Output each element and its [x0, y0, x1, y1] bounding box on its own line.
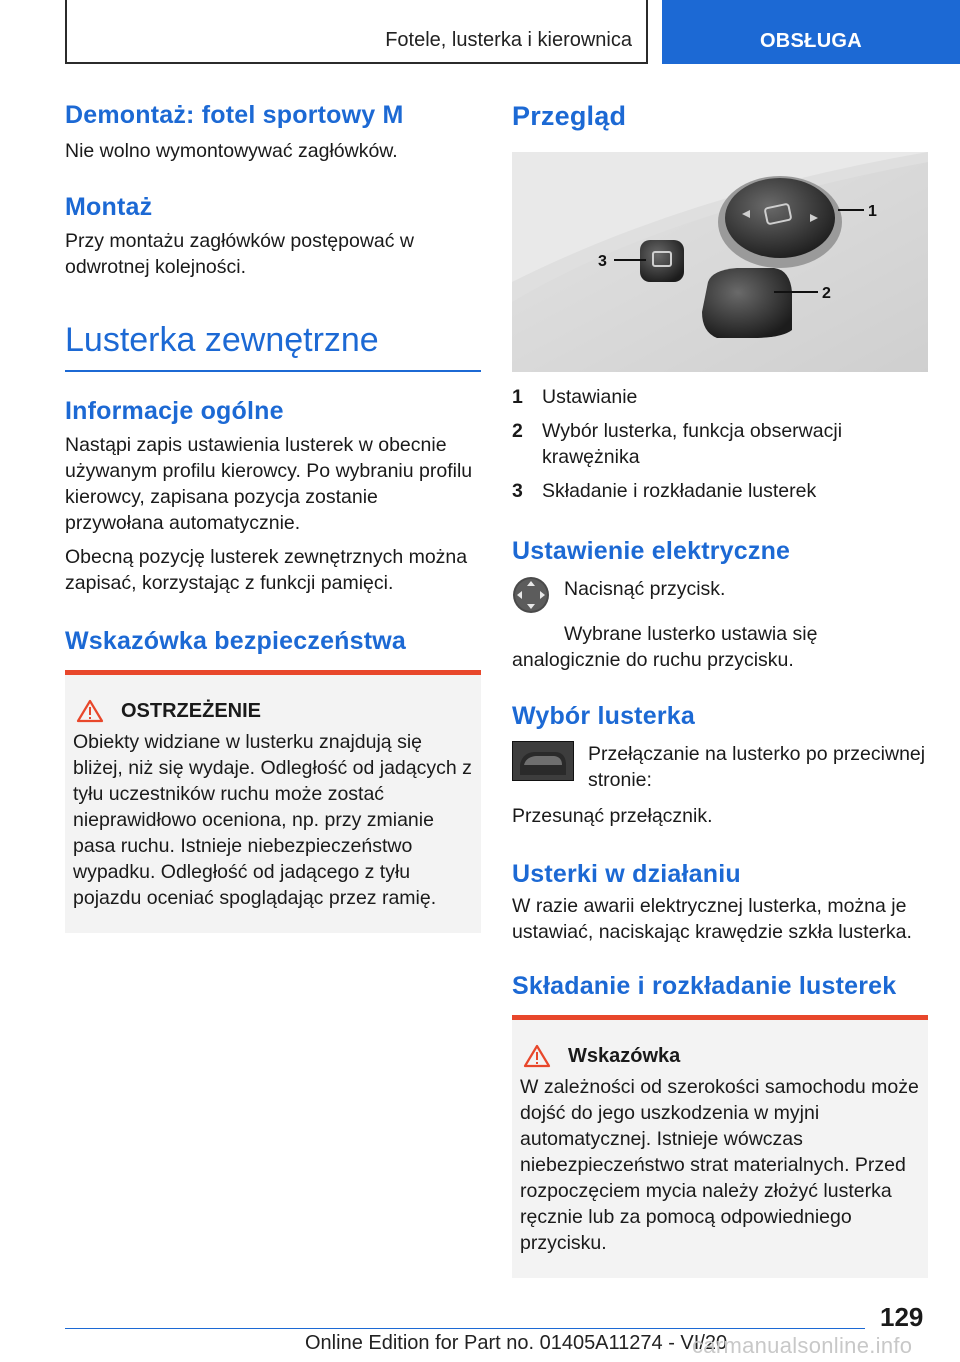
text-montaz: Przy montażu zagłówków postępować w odwrotnej kolejności. [65, 230, 414, 278]
callout-3: 3 [598, 253, 607, 270]
list-item: 3 Składanie i rozkładanie lusterek [512, 480, 817, 502]
heading-safety: Wskazówka bezpieczeństwa [65, 627, 407, 655]
warning-text: Obiekty widziane w lusterku znajdują się bliżej, niż się wydaje. Odległość od jadących z tyłu uczestników ruchu może zostać nieprawidłowo oceniona, np. przy zmianie pasa ruchu. Istnieje niebezpieczeństwo wypadku. Odległość od jadącego z tyłu pojazdu oceniać spoglądając przez ramię. [73, 731, 472, 909]
list-item: 2 Wybór lusterka, funkcja obserwacji krawężnika [512, 420, 843, 468]
watermark: carmanualsonline.info [692, 1333, 913, 1358]
mirror-controls-photo [512, 152, 928, 372]
footer-rule [65, 1328, 865, 1329]
directional-pad-icon [512, 576, 550, 619]
text-info-2: Obecną pozycję lusterek zewnętrznych można zapisać, korzystając z funkcji pamięci. [65, 546, 468, 594]
callout-2: 2 [822, 285, 831, 302]
note-triangle-icon [520, 1044, 554, 1068]
heading-underline [65, 370, 481, 372]
text-ustawienie-1: Nacisnąć przycisk. [564, 578, 726, 600]
callout-1: 1 [868, 203, 877, 220]
page-number: 129 [880, 1302, 924, 1332]
note-title: Wskazówka [568, 1044, 681, 1067]
heading-ustawienie: Ustawienie elektryczne [512, 537, 791, 565]
heading-usterki: Usterki w działaniu [512, 860, 741, 888]
header-frame [65, 0, 648, 64]
left-column [65, 100, 481, 933]
text-wybor-2: Przesunąć przełącznik. [512, 805, 713, 827]
text-usterki: W razie awarii elektrycznej lusterka, można je ustawiać, naciskając krawędzie szkła lusterka. [512, 895, 912, 943]
warning-header [73, 699, 473, 723]
heading-przeglad: Przegląd [512, 101, 627, 131]
heading-lusterka: Lusterka zewnętrzne [65, 321, 379, 359]
heading-montaz: Montaż [65, 193, 153, 221]
parts-list [512, 384, 928, 504]
chapter-tab[interactable]: OBSŁUGA [662, 0, 960, 64]
text-ustawienie-2: Wybrane lusterko ustawia się analogicznie do ruchu przycisku. [512, 623, 818, 671]
heading-info: Informacje ogólne [65, 397, 284, 425]
warning-title: OSTRZEŻENIE [121, 699, 262, 722]
note-box [512, 1020, 928, 1278]
warning-triangle-icon [73, 699, 107, 723]
list-item: 1 Ustawianie [512, 386, 638, 408]
right-column [512, 100, 928, 1278]
section-title: Fotele, lusterka i kierownica [385, 29, 632, 51]
text-info-1: Nastąpi zapis ustawienia lusterek w obecnie używanym profilu kierowcy. Po wybraniu profilu kierowcy, zapisana pozycja zostanie przywołana automatycznie. [65, 434, 473, 534]
text-wybor-1: Przełączanie na lusterko po przeciwnej stronie: [588, 743, 926, 791]
heading-wybor: Wybór lusterka [512, 702, 695, 730]
note-text: W zależności od szerokości samochodu może dojść do jego uszkodzenia w myjni automatycznej. Istnieje wówczas niebezpieczeństwo strat materialnych. Przed rozpoczęciem mycia należy złożyć lusterka ręcznie lub za pomocą odpowiedniego przycisku. [520, 1076, 919, 1254]
heading-demontaz: Demontaż: fotel sportowy M [65, 101, 404, 129]
mirror-switch-icon [512, 741, 574, 786]
text-demontaz: Nie wolno wymontowywać zagłówków. [65, 140, 398, 162]
adjust-row [512, 576, 928, 619]
edition-text: Online Edition for Part no. 01405A11274 - VI/20 [305, 1332, 728, 1354]
select-row [512, 741, 928, 793]
note-header [520, 1044, 920, 1068]
heading-skladanie: Składanie i rozkładanie lusterek [512, 972, 897, 1000]
warning-box [65, 675, 481, 933]
